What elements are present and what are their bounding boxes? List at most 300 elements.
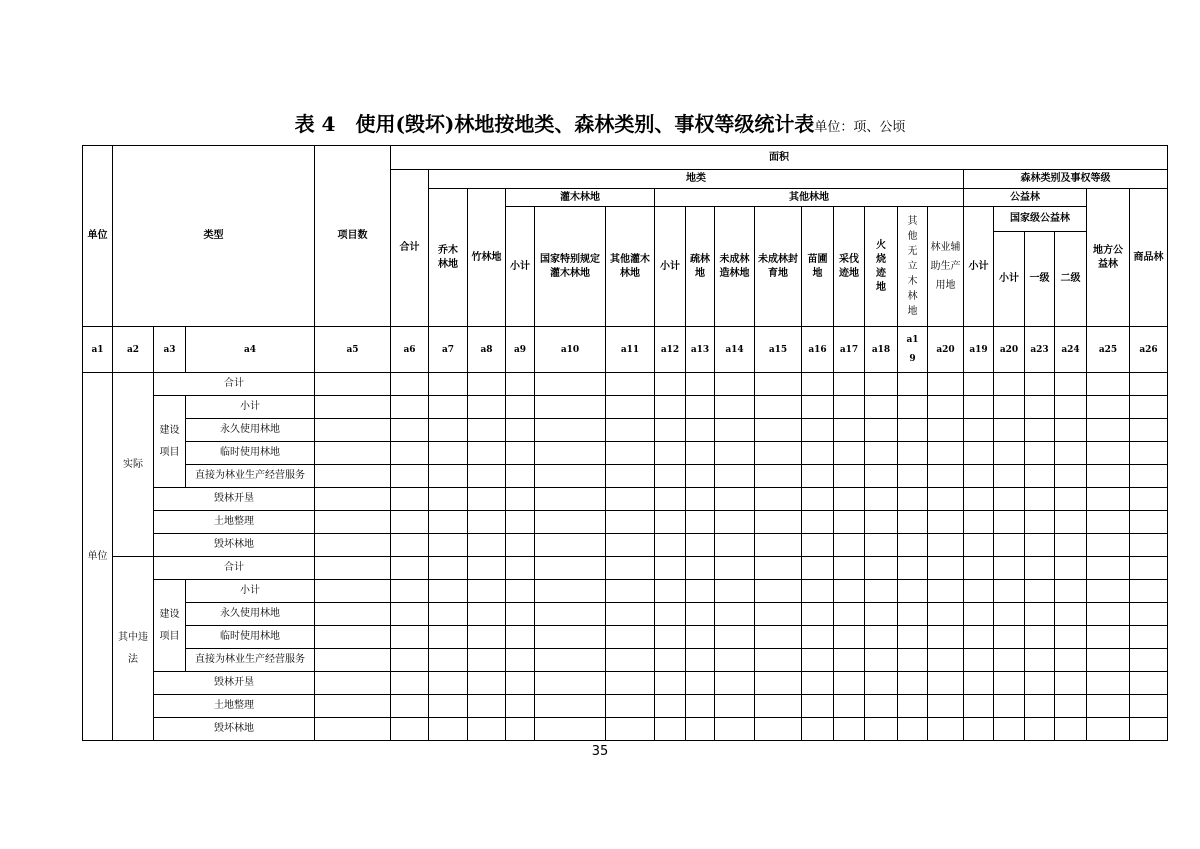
data-cell — [506, 672, 535, 695]
data-cell — [1130, 557, 1168, 580]
data-cell — [802, 419, 834, 442]
data-cell — [898, 557, 928, 580]
data-cell — [655, 580, 686, 603]
data-cell — [506, 603, 535, 626]
data-cell — [391, 419, 429, 442]
data-cell — [429, 557, 468, 580]
data-cell — [1055, 580, 1087, 603]
data-cell — [1087, 396, 1130, 419]
data-cell — [606, 718, 655, 741]
data-cell — [315, 465, 391, 488]
data-cell — [755, 511, 802, 534]
data-cell — [865, 511, 898, 534]
data-cell — [802, 672, 834, 695]
header-bamboo: 竹林地 — [468, 189, 506, 327]
table-row — [83, 603, 1168, 626]
data-cell — [429, 419, 468, 442]
data-cell — [655, 396, 686, 419]
data-cell — [655, 695, 686, 718]
data-cell — [865, 649, 898, 672]
data-cell — [994, 488, 1025, 511]
data-cell — [468, 373, 506, 396]
data-cell — [391, 649, 429, 672]
data-cell — [898, 488, 928, 511]
data-cell — [506, 396, 535, 419]
data-cell — [315, 557, 391, 580]
data-cell — [834, 695, 865, 718]
header-arbor: 乔木 林地 — [429, 189, 468, 327]
table-row — [83, 511, 1168, 534]
data-cell — [391, 488, 429, 511]
header-grade2: 二级 — [1055, 232, 1087, 327]
code-cell: a7 — [429, 327, 468, 373]
data-cell — [506, 557, 535, 580]
header-unformed-closed: 未成林封 育地 — [755, 207, 802, 327]
data-cell — [655, 626, 686, 649]
data-cell — [1130, 695, 1168, 718]
data-cell — [535, 465, 606, 488]
data-cell — [755, 649, 802, 672]
data-cell — [994, 626, 1025, 649]
data-cell — [898, 419, 928, 442]
code-cell: a11 — [606, 327, 655, 373]
data-cell — [429, 649, 468, 672]
data-cell — [655, 557, 686, 580]
data-cell — [468, 626, 506, 649]
data-cell — [535, 488, 606, 511]
data-cell — [964, 488, 994, 511]
header-local-public: 地方公 益林 — [1087, 189, 1130, 327]
data-cell — [928, 672, 964, 695]
code-cell: a24 — [1055, 327, 1087, 373]
data-cell — [1025, 396, 1055, 419]
data-cell — [865, 626, 898, 649]
data-cell — [834, 557, 865, 580]
data-cell — [315, 396, 391, 419]
header-type: 类型 — [113, 146, 315, 327]
data-cell — [506, 419, 535, 442]
data-cell — [964, 718, 994, 741]
row-group-label: 其中违 法 — [113, 557, 154, 741]
data-cell — [686, 396, 715, 419]
data-cell — [964, 396, 994, 419]
data-cell — [1087, 557, 1130, 580]
data-cell — [1087, 488, 1130, 511]
data-cell — [964, 672, 994, 695]
row-label: 直接为林业生产经营服务 — [186, 465, 315, 488]
data-cell — [1130, 626, 1168, 649]
data-cell — [715, 511, 755, 534]
data-cell — [865, 580, 898, 603]
data-cell — [865, 534, 898, 557]
header-shrub: 灌木林地 — [506, 189, 655, 207]
data-cell — [898, 511, 928, 534]
data-cell — [802, 580, 834, 603]
data-cell — [834, 442, 865, 465]
row-label: 永久使用林地 — [186, 603, 315, 626]
data-cell — [315, 626, 391, 649]
data-cell — [1055, 626, 1087, 649]
row-label: 合计 — [154, 373, 315, 396]
data-cell — [1087, 442, 1130, 465]
data-cell — [715, 580, 755, 603]
data-cell — [535, 557, 606, 580]
header-cutover: 采伐 迹地 — [834, 207, 865, 327]
data-cell — [964, 465, 994, 488]
data-cell — [429, 396, 468, 419]
data-cell — [715, 557, 755, 580]
data-cell — [898, 442, 928, 465]
data-cell — [928, 534, 964, 557]
data-cell — [686, 695, 715, 718]
data-cell — [1087, 718, 1130, 741]
data-cell — [686, 649, 715, 672]
data-cell — [715, 373, 755, 396]
row-label: 直接为林业生产经营服务 — [186, 649, 315, 672]
data-cell — [994, 672, 1025, 695]
table-row — [83, 442, 1168, 465]
data-cell — [1025, 534, 1055, 557]
data-cell — [834, 534, 865, 557]
data-cell — [834, 488, 865, 511]
code-cell: a4 — [186, 327, 315, 373]
data-cell — [686, 488, 715, 511]
row-construction-label: 建设 项目 — [154, 396, 186, 488]
data-cell — [535, 695, 606, 718]
data-cell — [964, 419, 994, 442]
data-cell — [928, 557, 964, 580]
header-shrub-special: 国家特别规定 灌木林地 — [535, 207, 606, 327]
data-cell — [865, 672, 898, 695]
data-cell — [802, 488, 834, 511]
row-label: 小计 — [186, 396, 315, 419]
data-cell — [315, 580, 391, 603]
data-cell — [928, 373, 964, 396]
data-cell — [715, 534, 755, 557]
data-cell — [315, 511, 391, 534]
data-cell — [535, 373, 606, 396]
data-cell — [606, 557, 655, 580]
data-cell — [315, 718, 391, 741]
code-cell: a9 — [506, 327, 535, 373]
data-cell — [865, 603, 898, 626]
data-cell — [535, 626, 606, 649]
data-cell — [506, 465, 535, 488]
data-cell — [391, 534, 429, 557]
code-cell: a12 — [655, 327, 686, 373]
header-burned: 火 烧 迹 地 — [865, 207, 898, 327]
data-cell — [994, 419, 1025, 442]
code-cell: a13 — [686, 327, 715, 373]
row-unit-label: 单位 — [83, 373, 113, 741]
row-label: 永久使用林地 — [186, 419, 315, 442]
data-cell — [1025, 511, 1055, 534]
data-cell — [715, 442, 755, 465]
header-national-subtotal: 小计 — [994, 232, 1025, 327]
code-cell: a2 — [113, 327, 154, 373]
data-cell — [865, 419, 898, 442]
data-cell — [391, 511, 429, 534]
data-cell — [928, 442, 964, 465]
data-cell — [715, 419, 755, 442]
data-cell — [429, 465, 468, 488]
header-project-count: 项目数 — [315, 146, 391, 327]
data-cell — [994, 511, 1025, 534]
code-cell: a16 — [802, 327, 834, 373]
data-cell — [755, 534, 802, 557]
data-cell — [898, 649, 928, 672]
data-cell — [994, 373, 1025, 396]
data-cell — [535, 419, 606, 442]
data-cell — [1055, 511, 1087, 534]
data-cell — [1130, 373, 1168, 396]
data-cell — [755, 672, 802, 695]
data-cell — [606, 534, 655, 557]
data-cell — [802, 718, 834, 741]
data-cell — [1087, 465, 1130, 488]
data-cell — [928, 396, 964, 419]
data-cell — [506, 511, 535, 534]
data-cell — [686, 718, 715, 741]
data-cell — [1025, 419, 1055, 442]
data-cell — [994, 465, 1025, 488]
data-cell — [535, 396, 606, 419]
data-cell — [1055, 695, 1087, 718]
table-row — [83, 396, 1168, 419]
data-cell — [964, 580, 994, 603]
data-cell — [898, 672, 928, 695]
data-cell — [834, 603, 865, 626]
data-cell — [506, 442, 535, 465]
data-cell — [928, 511, 964, 534]
data-cell — [468, 511, 506, 534]
data-cell — [1055, 465, 1087, 488]
data-cell — [898, 465, 928, 488]
data-cell — [964, 603, 994, 626]
data-cell — [315, 373, 391, 396]
data-cell — [755, 488, 802, 511]
data-cell — [994, 603, 1025, 626]
header-shrub-subtotal: 小计 — [506, 207, 535, 327]
data-cell — [865, 695, 898, 718]
data-cell — [1130, 511, 1168, 534]
data-cell — [1055, 603, 1087, 626]
data-cell — [1055, 419, 1087, 442]
data-cell — [928, 626, 964, 649]
data-cell — [1130, 672, 1168, 695]
data-cell — [391, 580, 429, 603]
data-cell — [506, 718, 535, 741]
data-cell — [865, 442, 898, 465]
data-cell — [606, 488, 655, 511]
data-cell — [928, 465, 964, 488]
data-cell — [1130, 396, 1168, 419]
data-cell — [468, 603, 506, 626]
data-cell — [391, 373, 429, 396]
data-cell — [1025, 718, 1055, 741]
table-title-unit: 单位：项、公顷 — [814, 120, 906, 135]
data-cell — [468, 396, 506, 419]
table-row — [83, 672, 1168, 695]
data-cell — [834, 419, 865, 442]
data-cell — [898, 603, 928, 626]
data-cell — [1087, 419, 1130, 442]
table-title-main: 表 4 使用(毁坏)林地按地类、森林类别、事权等级统计表 — [294, 112, 815, 136]
data-cell — [535, 442, 606, 465]
data-cell — [506, 534, 535, 557]
data-cell — [1025, 465, 1055, 488]
table-row — [83, 626, 1168, 649]
data-cell — [535, 649, 606, 672]
data-cell — [802, 511, 834, 534]
data-cell — [315, 442, 391, 465]
data-cell — [315, 534, 391, 557]
data-cell — [1130, 603, 1168, 626]
page-number: 35 — [591, 744, 609, 759]
row-label: 土地整理 — [154, 695, 315, 718]
header-unit: 单位 — [83, 146, 113, 327]
data-cell — [468, 488, 506, 511]
data-cell — [686, 626, 715, 649]
data-cell — [964, 695, 994, 718]
code-cell: a15 — [755, 327, 802, 373]
data-cell — [506, 649, 535, 672]
data-cell — [1087, 626, 1130, 649]
header-grade1: 一级 — [1025, 232, 1055, 327]
data-cell — [928, 649, 964, 672]
data-cell — [802, 373, 834, 396]
code-cell: a25 — [1087, 327, 1130, 373]
data-cell — [928, 419, 964, 442]
data-cell — [315, 603, 391, 626]
data-cell — [834, 626, 865, 649]
data-cell — [506, 580, 535, 603]
data-cell — [506, 488, 535, 511]
data-cell — [606, 419, 655, 442]
data-cell — [606, 672, 655, 695]
data-cell — [655, 718, 686, 741]
data-cell — [1025, 442, 1055, 465]
data-cell — [429, 580, 468, 603]
row-label: 临时使用林地 — [186, 626, 315, 649]
data-cell — [391, 695, 429, 718]
header-other-treeless: 其 他 无 立 木 林 地 — [898, 207, 928, 327]
data-cell — [865, 557, 898, 580]
data-cell — [964, 626, 994, 649]
data-cell — [429, 511, 468, 534]
data-cell — [802, 442, 834, 465]
data-cell — [1130, 465, 1168, 488]
data-cell — [686, 511, 715, 534]
data-cell — [994, 396, 1025, 419]
row-label: 毁坏林地 — [154, 534, 315, 557]
data-cell — [898, 373, 928, 396]
data-cell — [1130, 442, 1168, 465]
data-cell — [315, 672, 391, 695]
row-label: 毁坏林地 — [154, 718, 315, 741]
data-cell — [755, 580, 802, 603]
code-cell: a1 9 — [898, 327, 928, 373]
data-cell — [1055, 534, 1087, 557]
header-land-class: 地类 — [429, 170, 964, 189]
data-cell — [1055, 488, 1087, 511]
header-commercial: 商品林 — [1130, 189, 1168, 327]
data-cell — [802, 396, 834, 419]
data-cell — [1130, 534, 1168, 557]
data-cell — [834, 649, 865, 672]
header-total: 合计 — [391, 170, 429, 327]
code-cell: a5 — [315, 327, 391, 373]
data-cell — [429, 442, 468, 465]
data-cell — [898, 396, 928, 419]
data-cell — [686, 534, 715, 557]
data-cell — [1055, 442, 1087, 465]
table-title — [0, 108, 1200, 137]
data-cell — [865, 488, 898, 511]
code-cell: a6 — [391, 327, 429, 373]
data-cell — [391, 626, 429, 649]
data-cell — [802, 626, 834, 649]
data-cell — [1087, 580, 1130, 603]
data-cell — [429, 373, 468, 396]
data-cell — [468, 534, 506, 557]
data-cell — [755, 695, 802, 718]
data-cell — [468, 695, 506, 718]
data-cell — [535, 534, 606, 557]
data-cell — [928, 580, 964, 603]
header-other-subtotal: 小计 — [655, 207, 686, 327]
data-cell — [468, 580, 506, 603]
header-other-forest: 其他林地 — [655, 189, 964, 207]
row-label: 临时使用林地 — [186, 442, 315, 465]
data-cell — [1130, 488, 1168, 511]
data-cell — [506, 626, 535, 649]
data-cell — [715, 649, 755, 672]
data-cell — [1025, 603, 1055, 626]
data-cell — [686, 465, 715, 488]
data-cell — [429, 603, 468, 626]
data-cell — [1025, 557, 1055, 580]
table-row — [83, 465, 1168, 488]
data-cell — [1025, 373, 1055, 396]
data-cell — [391, 557, 429, 580]
data-cell — [1025, 672, 1055, 695]
data-cell — [865, 718, 898, 741]
data-cell — [429, 695, 468, 718]
data-cell — [1055, 396, 1087, 419]
data-cell — [1055, 718, 1087, 741]
data-cell — [928, 718, 964, 741]
data-cell — [606, 695, 655, 718]
code-cell: a23 — [1025, 327, 1055, 373]
data-cell — [468, 442, 506, 465]
data-cell — [391, 396, 429, 419]
data-cell — [1087, 603, 1130, 626]
data-cell — [468, 649, 506, 672]
data-cell — [994, 649, 1025, 672]
data-cell — [315, 488, 391, 511]
code-cell: a19 — [964, 327, 994, 373]
table-row — [83, 649, 1168, 672]
data-cell — [468, 557, 506, 580]
data-cell — [715, 465, 755, 488]
header-national-public: 国家级公益林 — [994, 207, 1087, 232]
code-cell: a20 — [928, 327, 964, 373]
code-cell: a1 — [83, 327, 113, 373]
data-cell — [994, 580, 1025, 603]
row-label: 毁林开垦 — [154, 488, 315, 511]
data-cell — [898, 695, 928, 718]
